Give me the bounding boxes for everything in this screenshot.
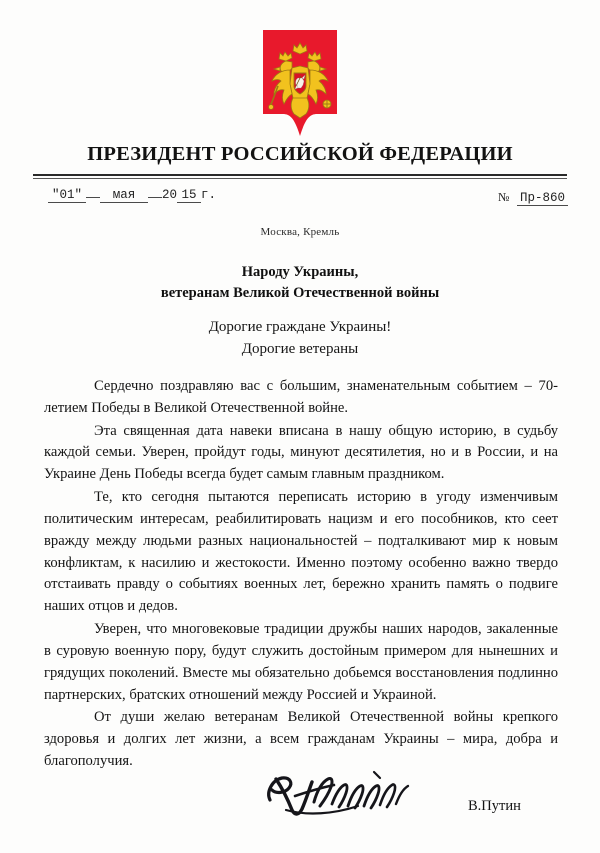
russian-coat-of-arms-icon: [261, 28, 339, 138]
date-year-suffix: 15: [177, 188, 201, 203]
double-headed-eagle-icon: [268, 40, 332, 120]
emblem-container: [0, 28, 600, 140]
date-day: "01": [48, 188, 86, 203]
date-year-prefix: 20: [162, 188, 178, 202]
document-place: Москва, Кремль: [260, 226, 340, 238]
body-paragraph: Сердечно поздравляю вас с большим, знаменательным событием – 70-летием Победы в Великой Отечественной войне.: [44, 378, 558, 416]
header-rule: [33, 174, 567, 176]
signature-name: В.Путин: [468, 798, 521, 814]
body-paragraph: От души желаю ветеранам Великой Отечественной войны крепкого здоровья и долгих лет жизни, а всем гражданам Украины – мира, добра и благополучия.: [44, 709, 558, 770]
header-rule-secondary: [33, 178, 567, 179]
letter-body: [44, 376, 558, 773]
salutation-block: [0, 316, 600, 360]
number-label: №: [498, 190, 510, 204]
document-meta-row: [0, 188, 600, 214]
document-title: ПРЕЗИДЕНТ РОССИЙСКОЙ ФЕДЕРАЦИИ: [87, 143, 513, 165]
addressee-line-2: ветеранам Великой Отечественной войны: [160, 285, 440, 302]
addressee-line-1: Народу Украины,: [241, 264, 359, 280]
body-paragraph: Те, кто сегодня пытаются переписать историю в угоду изменчивым политическим интересам, реабилитировать нацизм и его пособников, кто сеет вражду между людьми разных национальностей – подталкивают мир к новым конфликтам, к насилию и жестокости. Именно поэтому особенно важно твердо отстаивать правду о событиях военных лет, бережно хранить память о подвиге наших отцов и дедов.: [44, 488, 558, 615]
number-value: Пр-860: [517, 191, 568, 206]
signature-block: [0, 766, 600, 836]
date-month: мая: [100, 188, 148, 203]
date-year-mark: г.: [201, 188, 217, 202]
salutation-line-2: Дорогие ветераны: [241, 341, 359, 358]
body-paragraph: Уверен, что многовековые традиции дружбы наших народов, закаленные в суровую военную пору, будут служить достойным примером для нынешних и грядущих поколений. Вместе мы обязательно добьемся восстановления подлинно партнерских, братских отношений между Россией и Украиной.: [44, 620, 558, 703]
salutation-line-1: Дорогие граждане Украины!: [208, 319, 392, 335]
body-paragraph: Эта священная дата навеки вписана в нашу общую историю, в судьбу каждой семьи. Уверен, пройдут годы, минуют десятилетия, но и в России, и на Украине День Победы всегда будет самым главным праздником.: [44, 422, 558, 483]
addressee-block: [0, 262, 600, 304]
document-date: [48, 188, 216, 203]
handwritten-signature-icon: [262, 766, 432, 820]
document-number: [498, 190, 568, 206]
